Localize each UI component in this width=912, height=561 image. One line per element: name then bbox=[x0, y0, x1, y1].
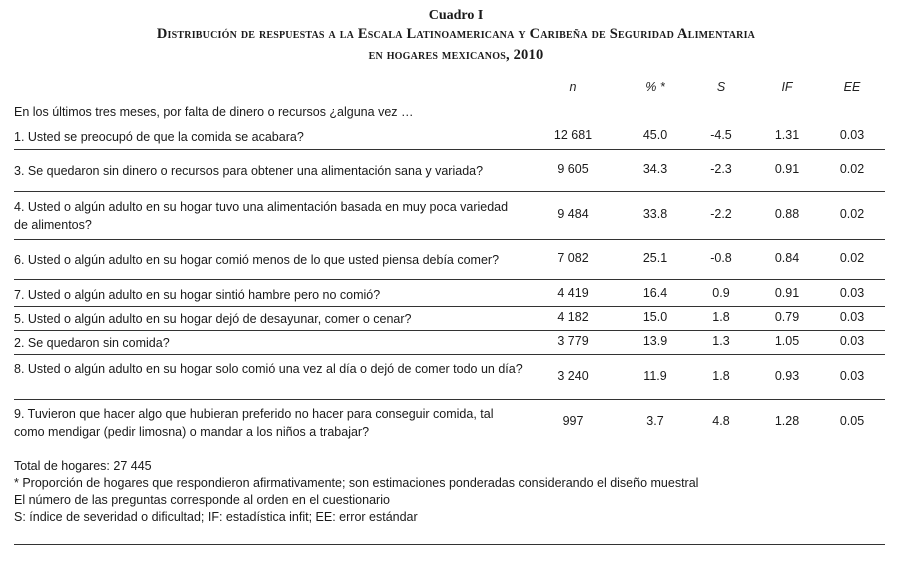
row-n: 3 779 bbox=[557, 334, 589, 348]
row-n: 997 bbox=[562, 414, 584, 428]
row-pct: 33.8 bbox=[642, 207, 668, 221]
row-n: 12 681 bbox=[553, 128, 593, 142]
row-ee: 0.02 bbox=[839, 251, 865, 265]
row-if: 0.84 bbox=[774, 251, 800, 265]
row-question: 8. Usted o algún adulto en su hogar solo comió una vez al día o dejó de comer todo un día? bbox=[14, 362, 523, 376]
row-s: 1.8 bbox=[712, 310, 730, 324]
row-s: -2.3 bbox=[710, 162, 732, 176]
table-row bbox=[14, 360, 885, 396]
row-ee: 0.03 bbox=[839, 369, 865, 383]
row-divider bbox=[14, 399, 885, 400]
row-if: 0.93 bbox=[774, 369, 800, 383]
row-pct: 13.9 bbox=[642, 334, 668, 348]
row-question: 5. Usted o algún adulto en su hogar dejó de desayunar, comer o cenar? bbox=[14, 312, 412, 326]
row-s: 0.9 bbox=[712, 286, 730, 300]
row-divider bbox=[14, 149, 885, 150]
column-header-if: IF bbox=[781, 80, 793, 94]
table-title-line-1: Distribución de respuestas a la Escala Latinoamericana y Caribeña de Seguridad Alimentaria bbox=[156, 26, 756, 42]
note-abbreviations: S: índice de severidad o dificultad; IF: estadística infit; EE: error estándar bbox=[14, 510, 418, 524]
table-row bbox=[14, 405, 885, 441]
row-n: 9 484 bbox=[557, 207, 589, 221]
row-ee: 0.03 bbox=[839, 286, 865, 300]
table-title-line-2: en hogares mexicanos, 2010 bbox=[368, 47, 544, 63]
row-divider bbox=[14, 279, 885, 280]
row-divider bbox=[14, 306, 885, 307]
row-if: 1.05 bbox=[774, 334, 800, 348]
table-notes bbox=[14, 458, 698, 526]
table-intro: En los últimos tres meses, por falta de dinero o recursos ¿alguna vez … bbox=[14, 105, 414, 119]
row-pct: 16.4 bbox=[642, 286, 668, 300]
table-row bbox=[14, 198, 885, 234]
column-header-ee: EE bbox=[843, 80, 861, 94]
row-ee: 0.05 bbox=[839, 414, 865, 428]
row-pct: 11.9 bbox=[643, 369, 667, 383]
row-question: 1. Usted se preocupó de que la comida se acabara? bbox=[14, 130, 304, 144]
table-row bbox=[14, 286, 885, 304]
row-divider bbox=[14, 354, 885, 355]
row-s: -2.2 bbox=[710, 207, 732, 221]
row-ee: 0.02 bbox=[839, 162, 865, 176]
column-header-pct: % * bbox=[645, 80, 665, 94]
table-row bbox=[14, 310, 885, 328]
row-question: 4. Usted o algún adulto en su hogar tuvo una alimentación basada en muy poca variedad de alimentos? bbox=[14, 200, 509, 232]
row-if: 1.31 bbox=[774, 128, 800, 142]
row-question: 3. Se quedaron sin dinero o recursos para obtener una alimentación sana y variada? bbox=[14, 164, 484, 178]
row-question: 7. Usted o algún adulto en su hogar sintió hambre pero no comió? bbox=[14, 288, 381, 302]
table-row bbox=[14, 251, 885, 269]
row-pct: 45.0 bbox=[642, 128, 668, 142]
row-question: 9. Tuvieron que hacer algo que hubieran preferido no hacer para conseguir comida, tal como mendigar (pedir limosna) o mandar a los niños a trabajar? bbox=[14, 407, 494, 439]
row-ee: 0.03 bbox=[839, 334, 865, 348]
row-divider bbox=[14, 330, 885, 331]
table-row bbox=[14, 334, 885, 352]
row-s: 1.3 bbox=[712, 334, 730, 348]
row-ee: 0.03 bbox=[839, 128, 865, 142]
note-question-order: El número de las preguntas corresponde al orden en el cuestionario bbox=[14, 493, 390, 507]
table-row bbox=[14, 128, 885, 146]
row-if: 1.28 bbox=[774, 414, 800, 428]
row-s: 4.8 bbox=[712, 414, 730, 428]
row-n: 4 419 bbox=[557, 286, 589, 300]
row-divider bbox=[14, 239, 885, 240]
table-row bbox=[14, 162, 885, 180]
row-if: 0.91 bbox=[774, 162, 800, 176]
row-ee: 0.02 bbox=[839, 207, 865, 221]
row-divider bbox=[14, 191, 885, 192]
row-s: 1.8 bbox=[712, 369, 730, 383]
bottom-divider bbox=[14, 544, 885, 545]
row-n: 7 082 bbox=[557, 251, 589, 265]
table-title-block bbox=[0, 7, 912, 66]
row-n: 4 182 bbox=[557, 310, 589, 324]
row-n: 3 240 bbox=[557, 369, 589, 383]
row-s: -4.5 bbox=[710, 128, 732, 142]
row-pct: 25.1 bbox=[642, 251, 668, 265]
row-s: -0.8 bbox=[710, 251, 732, 265]
row-if: 0.88 bbox=[774, 207, 800, 221]
column-header-s: S bbox=[716, 80, 726, 94]
row-question: 6. Usted o algún adulto en su hogar comió menos de lo que usted piensa debía comer? bbox=[14, 253, 500, 267]
row-if: 0.79 bbox=[774, 310, 800, 324]
row-pct: 15.0 bbox=[642, 310, 668, 324]
row-pct: 34.3 bbox=[642, 162, 668, 176]
row-question: 2. Se quedaron sin comida? bbox=[14, 336, 170, 350]
note-proportion: * Proporción de hogares que respondieron afirmativamente; son estimaciones ponderadas considerando el diseño muestral bbox=[14, 476, 699, 490]
column-header-n: n bbox=[569, 80, 577, 94]
row-if: 0.91 bbox=[774, 286, 800, 300]
row-ee: 0.03 bbox=[839, 310, 865, 324]
table-caption: Cuadro I bbox=[428, 8, 484, 23]
row-n: 9 605 bbox=[557, 162, 589, 176]
note-total: Total de hogares: 27 445 bbox=[14, 459, 152, 473]
row-pct: 3.7 bbox=[646, 414, 664, 428]
